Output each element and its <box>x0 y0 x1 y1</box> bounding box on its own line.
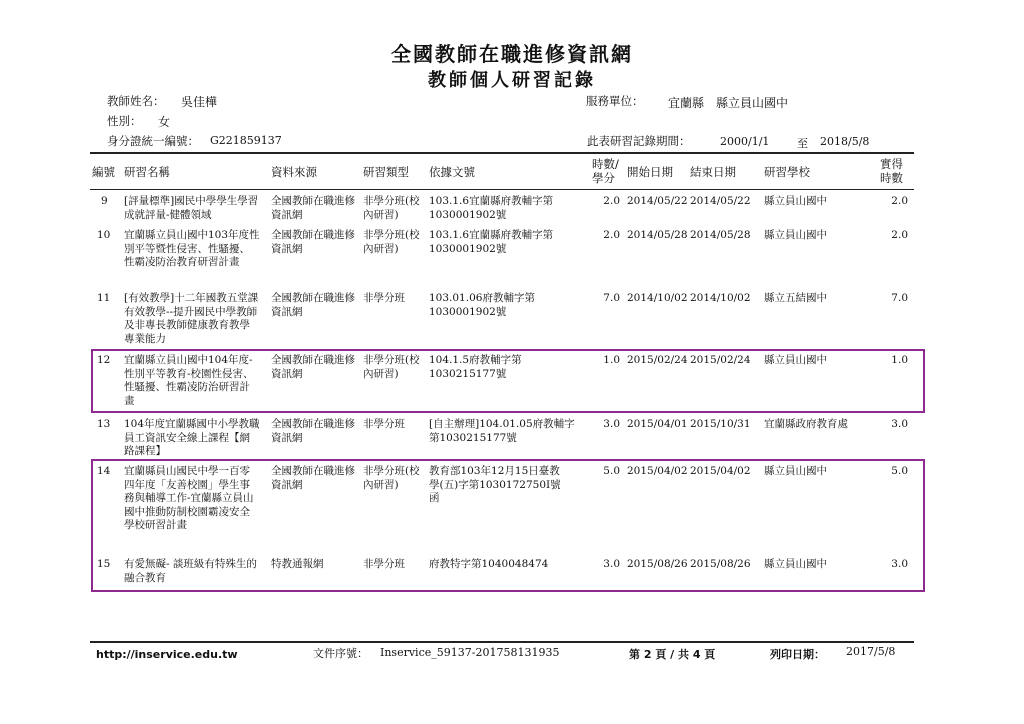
row14-hours: 5.0 <box>603 465 620 477</box>
id-label: 身分證統一編號： <box>107 134 199 148</box>
row15-name: 有愛無礙- 談班級有特殊生的融合教育 <box>124 558 257 584</box>
row12-earned: 1.0 <box>891 354 908 366</box>
period-label: 此表研習記錄期間： <box>587 134 691 148</box>
row14-name: 宜蘭縣員山國民中學一百零四年度「友善校園」學生事務與輔導工作-宜蘭縣立員山國中推動防制校園霸凌安全學校研習計畫 <box>124 465 254 531</box>
row11-source: 全國教師在職進修資訊網 <box>271 292 355 318</box>
row15-earned: 3.0 <box>891 558 908 570</box>
row14-source: 全國教師在職進修資訊網 <box>271 465 355 491</box>
row12-school: 縣立員山國中 <box>764 354 827 366</box>
row9-type: 非學分班(校內研習) <box>363 195 420 221</box>
header-earned: 實得時數 <box>880 157 903 185</box>
row15-end: 2015/08/26 <box>690 558 751 570</box>
row12-doc: 104.1.5府教輔字第1030215177號 <box>429 354 522 380</box>
row13-doc: [自主辦理]104.01.05府教輔字第1030215177號 <box>429 418 575 444</box>
period-to: 至 <box>797 137 808 150</box>
row10-type: 非學分班(校內研習) <box>363 229 420 255</box>
row9-source: 全國教師在職進修資訊網 <box>271 195 355 221</box>
row13-name: 104年度宜蘭縣國中小學教職員工資訊安全線上課程【網路課程】 <box>124 418 260 457</box>
row12-type: 非學分班(校內研習) <box>363 354 420 380</box>
table-top-rule <box>90 152 914 154</box>
row14-start: 2015/04/02 <box>627 465 688 477</box>
period-start: 2000/1/1 <box>720 135 770 148</box>
footer-print-date: 2017/5/8 <box>846 645 896 658</box>
teacher-name: 吳佳樺 <box>181 95 218 109</box>
row9-start: 2014/05/22 <box>627 195 688 207</box>
header-start: 開始日期 <box>627 165 673 179</box>
header-type: 研習類型 <box>363 165 409 179</box>
row15-start: 2015/08/26 <box>627 558 688 570</box>
table-header-rule <box>90 189 914 190</box>
row15-doc: 府教特字第1040048474 <box>429 558 549 570</box>
row9-doc: 103.1.6宜蘭縣府教輔字第1030001902號 <box>429 195 554 221</box>
header-end: 結束日期 <box>690 165 736 179</box>
row15-no: 15 <box>97 558 111 570</box>
row11-type: 非學分班 <box>363 292 405 304</box>
row14-end: 2015/04/02 <box>690 465 751 477</box>
row14-type: 非學分班(校內研習) <box>363 465 420 491</box>
row10-earned: 2.0 <box>891 229 908 241</box>
header-doc: 依據文號 <box>429 165 475 179</box>
row10-doc: 103.1.6宜蘭縣府教輔字第1030001902號 <box>429 229 554 255</box>
unit-value: 宜蘭縣 縣立員山國中 <box>668 96 789 110</box>
row10-name: 宜蘭縣立員山國中103年度性別平等暨性侵害、性騷擾、性霸凌防治教育研習計畫 <box>124 229 260 268</box>
footer-docno: Inservice_59137-201758131935 <box>380 646 560 659</box>
unit-label: 服務單位： <box>586 94 644 108</box>
row9-earned: 2.0 <box>891 195 908 207</box>
footer-docno-label: 文件序號： <box>313 647 368 660</box>
footer-rule <box>90 641 914 643</box>
row15-school: 縣立員山國中 <box>764 558 827 570</box>
row14-no: 14 <box>97 465 111 477</box>
header-no: 編號 <box>92 165 115 179</box>
row11-no: 11 <box>97 292 111 304</box>
row13-hours: 3.0 <box>603 418 620 430</box>
row15-type: 非學分班 <box>363 558 405 570</box>
header-name: 研習名稱 <box>124 165 170 179</box>
row11-name: [有效教學]十二年國教五堂課有效教學--提升國民中學教師及非專長教師健康教育教學專業能力 <box>124 292 259 345</box>
row12-no: 12 <box>97 354 111 366</box>
row14-doc: 教育部103年12月15日臺教學(五)字第1030172750I號函 <box>429 465 561 504</box>
row13-start: 2015/04/01 <box>627 418 688 430</box>
header-school: 研習學校 <box>764 165 810 179</box>
row11-start: 2014/10/02 <box>627 292 688 304</box>
row9-hours: 2.0 <box>603 195 620 207</box>
row12-hours: 1.0 <box>603 354 620 366</box>
row15-source: 特教通報網 <box>271 558 324 570</box>
row10-start: 2014/05/28 <box>627 229 688 241</box>
row10-hours: 2.0 <box>603 229 620 241</box>
row11-earned: 7.0 <box>891 292 908 304</box>
row11-doc: 103.01.06府教輔字第1030001902號 <box>429 292 535 318</box>
row11-hours: 7.0 <box>603 292 620 304</box>
row9-school: 縣立員山國中 <box>764 195 827 207</box>
row10-end: 2014/05/28 <box>690 229 751 241</box>
row9-no: 9 <box>101 195 108 207</box>
page-title: 全國教師在職進修資訊網 <box>391 42 633 66</box>
row9-name: [評量標準]國民中學學生學習成就評量-健體領域 <box>124 195 259 221</box>
row11-end: 2014/10/02 <box>690 292 751 304</box>
row13-source: 全國教師在職進修資訊網 <box>271 418 355 444</box>
row12-start: 2015/02/24 <box>627 354 688 366</box>
name-label: 教師姓名： <box>107 94 165 108</box>
header-hours: 時數/學分 <box>592 157 619 185</box>
page-subtitle: 教師個人研習記錄 <box>428 70 596 91</box>
footer-url[interactable]: http://inservice.edu.tw <box>96 648 238 661</box>
row10-source: 全國教師在職進修資訊網 <box>271 229 355 255</box>
row11-school: 縣立五結國中 <box>764 292 827 304</box>
row12-source: 全國教師在職進修資訊網 <box>271 354 355 380</box>
row12-end: 2015/02/24 <box>690 354 751 366</box>
row14-school: 縣立員山國中 <box>764 465 827 477</box>
row9-end: 2014/05/22 <box>690 195 751 207</box>
header-source: 資料來源 <box>271 165 317 179</box>
row14-earned: 5.0 <box>891 465 908 477</box>
row13-end: 2015/10/31 <box>690 418 751 430</box>
row13-school: 宜蘭縣政府教育處 <box>764 418 848 430</box>
row15-hours: 3.0 <box>603 558 620 570</box>
footer-print-label: 列印日期： <box>770 648 825 661</box>
row10-no: 10 <box>97 229 111 241</box>
period-end: 2018/5/8 <box>820 135 870 148</box>
row10-school: 縣立員山國中 <box>764 229 827 241</box>
id-value: G221859137 <box>210 134 282 147</box>
row13-earned: 3.0 <box>891 418 908 430</box>
row12-name: 宜蘭縣立員山國中104年度-性別平等教育-校園性侵害、性騷擾、性霸凌防治研習計畫 <box>124 354 254 407</box>
gender-value: 女 <box>158 115 171 129</box>
row13-type: 非學分班 <box>363 418 405 430</box>
gender-label: 性別： <box>107 114 142 128</box>
footer-page: 第 2 頁 / 共 4 頁 <box>629 648 716 661</box>
row13-no: 13 <box>97 418 111 430</box>
